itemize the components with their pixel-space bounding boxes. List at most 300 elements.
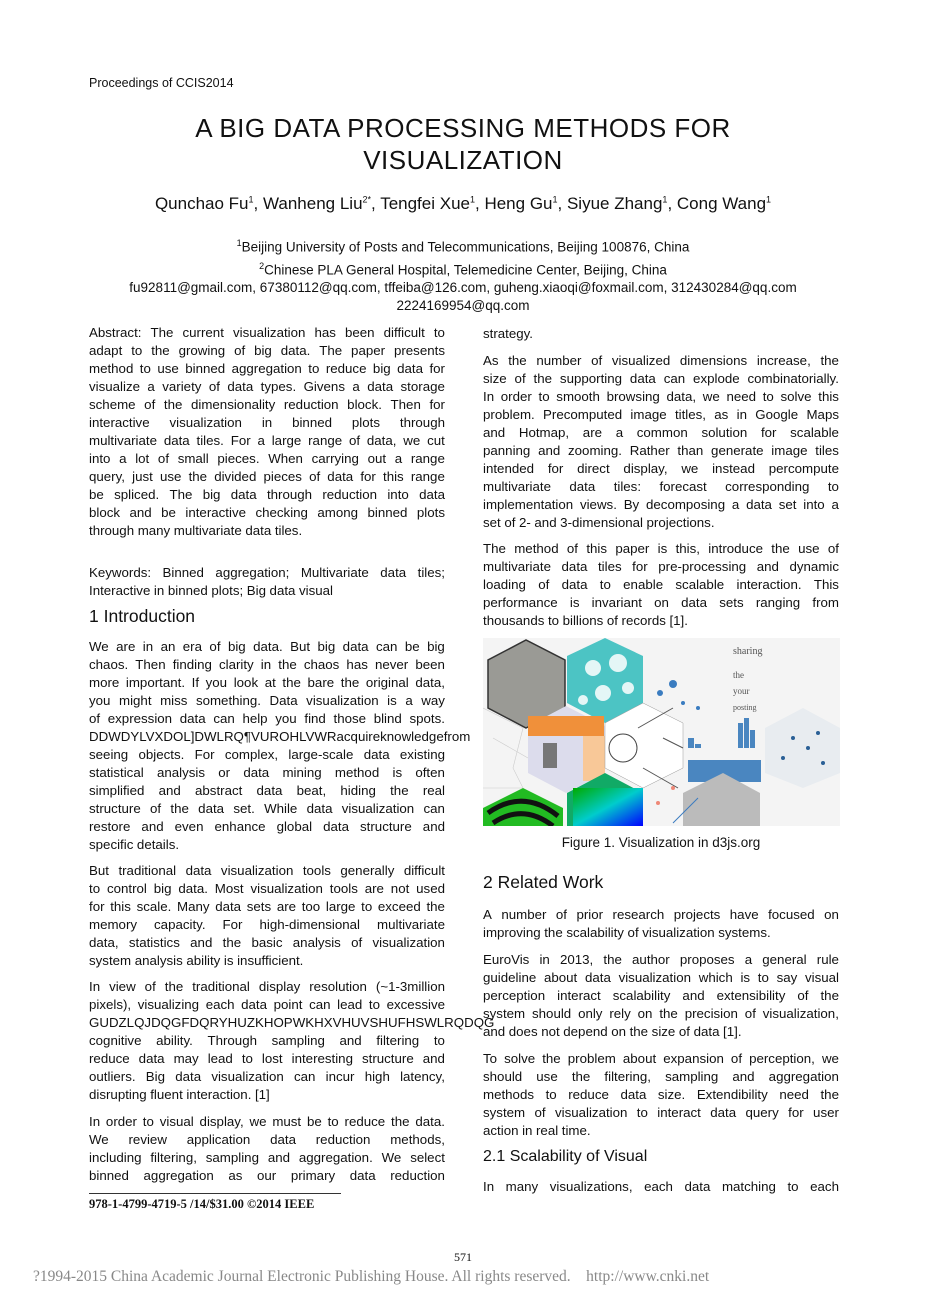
text-line [483, 987, 839, 1005]
word: image [771, 443, 808, 458]
word: big [254, 343, 272, 358]
word: interact [557, 988, 601, 1003]
word: time. [561, 1123, 591, 1138]
word: or [218, 765, 231, 780]
word: use [536, 1069, 558, 1084]
word: data [163, 433, 190, 448]
word: miss [160, 693, 188, 708]
word: Multivariate [300, 565, 369, 580]
word: guideline [483, 970, 537, 985]
word: the [820, 988, 839, 1003]
paragraph [89, 862, 445, 970]
word: range [410, 469, 445, 484]
word: the [222, 935, 242, 950]
word: existing [399, 747, 445, 762]
word: we [403, 433, 421, 448]
word: The [319, 343, 343, 358]
word: the [508, 353, 527, 368]
word: in [260, 657, 272, 672]
word: method [514, 541, 559, 556]
word: solve [780, 389, 812, 404]
text-line [483, 514, 839, 532]
word: the [278, 657, 297, 672]
word: a [257, 433, 265, 448]
word: display, [623, 461, 668, 476]
word: structure [360, 819, 412, 834]
word: focused [768, 907, 815, 922]
word: data [270, 1132, 296, 1147]
text-line [483, 442, 839, 460]
word: size. [657, 1087, 686, 1102]
word: and [538, 443, 561, 458]
paragraph [483, 1178, 839, 1196]
word: sets [246, 899, 272, 914]
word: a [147, 379, 155, 394]
word: SHUFHSWLRQ [369, 1015, 465, 1030]
word: abstract [195, 783, 243, 798]
word: exceed [377, 899, 421, 914]
word: data [175, 1069, 202, 1084]
word: for [760, 425, 777, 440]
word: into [387, 487, 409, 502]
figure-word: your [733, 686, 750, 696]
word: you [275, 711, 297, 726]
word: interactive [185, 505, 246, 520]
author: Wanheng Liu$^{2*}$, [262, 194, 381, 213]
text-line [89, 674, 445, 692]
word: binned [292, 415, 333, 430]
word: Hotmap, [518, 425, 570, 440]
word: prior [576, 907, 604, 922]
word: out [367, 451, 387, 466]
word: 3-dimensional [560, 515, 643, 530]
word: the [164, 979, 184, 994]
word: instead [712, 461, 755, 476]
word: and [141, 819, 164, 834]
word: of [606, 613, 618, 628]
word: data. [253, 639, 283, 654]
word: of [534, 1105, 546, 1120]
word: paper [351, 343, 386, 358]
text-line [483, 1005, 839, 1023]
word: To [483, 1051, 498, 1066]
word: often [415, 765, 445, 780]
word: action [483, 1123, 519, 1138]
word: tools [329, 881, 358, 896]
word: of [209, 639, 221, 654]
word: visualization [232, 325, 306, 340]
word: application [186, 1132, 251, 1147]
word: including [89, 1150, 142, 1165]
word: tiles [597, 559, 622, 574]
word: corresponding [725, 479, 810, 494]
word: perception [483, 988, 546, 1003]
word: lead [337, 997, 363, 1012]
word: WR [314, 729, 337, 744]
word: to [433, 325, 445, 340]
text-line [483, 1104, 839, 1122]
word: enable [623, 577, 664, 592]
word: of [678, 1024, 690, 1039]
word: look [233, 675, 259, 690]
word: expression [107, 711, 173, 726]
word: rule [816, 952, 839, 967]
word: generally [340, 863, 395, 878]
word: to [538, 389, 550, 404]
word: Extendibility [696, 1087, 768, 1102]
author-affiliation-mark: 1 [766, 194, 772, 205]
author-name: Cong Wang [676, 194, 767, 213]
word: in [736, 407, 747, 422]
word: data, [89, 935, 119, 950]
word: of [591, 353, 603, 368]
word: on [824, 907, 839, 922]
word: basic [251, 935, 283, 950]
word: As [483, 353, 499, 368]
word: data, [415, 675, 445, 690]
section-heading: 1 Introduction [89, 606, 196, 626]
word: strategy. [483, 326, 534, 341]
word: you [205, 675, 228, 690]
word: In [483, 389, 495, 404]
word: Big [246, 583, 266, 598]
word: number [536, 353, 582, 368]
word: (~1-3million [375, 979, 445, 994]
word: matching [721, 1179, 776, 1194]
word: of [208, 379, 220, 394]
word: those [333, 711, 367, 726]
word: data. [280, 343, 311, 358]
word: specific [89, 837, 134, 852]
word: visualization [220, 863, 294, 878]
text-line [89, 1113, 445, 1131]
word: of [555, 907, 567, 922]
word: range [410, 451, 445, 466]
text-line [89, 710, 445, 728]
text-line [89, 996, 445, 1014]
text-line [89, 728, 471, 746]
word: sampling [271, 1033, 325, 1048]
word: fluent [150, 1087, 183, 1102]
word: UROH [259, 729, 300, 744]
word: view [109, 979, 136, 994]
word: and [756, 559, 779, 574]
word: for [360, 469, 376, 484]
emails-line-2: 2224169954@qq.com [396, 298, 530, 313]
word: lead [207, 1051, 233, 1066]
word: and [129, 505, 152, 520]
word: can [293, 1069, 316, 1084]
text-line [89, 818, 445, 836]
text-line [89, 800, 445, 818]
word: must [272, 1114, 302, 1129]
word: problem. [483, 407, 535, 422]
word: ability. [156, 1033, 193, 1048]
emails-line-1: fu92811@gmail.com, 67380112@qq.com, tffeiba@126.com, guheng.xiaoqi@foxmail.com, 312430284@qq.com [129, 280, 797, 295]
word: GUDZLQJ [89, 1015, 152, 1030]
word: cognitive [89, 1033, 142, 1048]
word: the [771, 541, 790, 556]
word: ranging [755, 595, 801, 610]
word: reduction [322, 487, 378, 502]
word: binned [367, 505, 408, 520]
word: direct [577, 461, 610, 476]
word: and [158, 783, 181, 798]
word: to [827, 479, 839, 494]
word: to [599, 577, 611, 592]
word: need [779, 1087, 809, 1102]
word: help [242, 711, 268, 726]
paragraph [89, 324, 445, 540]
word: the [571, 1069, 591, 1084]
word: structure [89, 801, 141, 816]
word: RYHUZKHOP [209, 1015, 293, 1030]
word: reduction [283, 397, 339, 412]
text-line [89, 1167, 445, 1185]
word: visualized [611, 353, 671, 368]
word: For [194, 747, 215, 762]
word: pieces. [217, 451, 260, 466]
word: analysis [292, 935, 341, 950]
word: block. [347, 397, 382, 412]
text-line [89, 396, 445, 414]
text-line [483, 370, 839, 388]
word: views. [579, 497, 617, 512]
text-line [483, 325, 839, 343]
word: to [241, 1051, 253, 1066]
word: big [202, 487, 221, 502]
word: of [504, 515, 516, 530]
word: display [258, 979, 301, 994]
word: simplified [89, 783, 145, 798]
word: The [169, 487, 193, 502]
text-line [483, 424, 839, 442]
word: invariant [591, 595, 642, 610]
word: point [273, 997, 303, 1012]
word: this [383, 469, 404, 484]
section-heading: 2.1 Scalability of Visual [483, 1148, 648, 1165]
word: multivariate [173, 523, 242, 538]
word: data [710, 1105, 737, 1120]
word: might [119, 693, 152, 708]
word: data [367, 379, 394, 394]
paragraph [89, 638, 471, 854]
word: the [542, 1051, 561, 1066]
word: are [582, 425, 603, 440]
word: paper [615, 541, 650, 556]
text-line [89, 1032, 445, 1050]
author: Siyue Zhang$^1$, [566, 194, 677, 213]
word: Precomputed [543, 407, 623, 422]
word: even [174, 819, 204, 834]
word: enhance [214, 819, 266, 834]
word: data, [366, 433, 397, 448]
word: each [810, 1179, 839, 1194]
word: growing [178, 343, 226, 358]
word: for [429, 397, 445, 412]
text-line [89, 378, 445, 396]
figure-word: the [733, 670, 744, 680]
affiliation-text: Beijing University of Posts and Telecommunications, Beijing 100876, China [241, 239, 690, 255]
word: and [190, 935, 213, 950]
word: Most [214, 881, 244, 896]
word: this [818, 389, 839, 404]
word: data [419, 487, 445, 502]
affiliations [0, 234, 926, 315]
word: data [349, 1168, 376, 1183]
paragraph [89, 564, 445, 600]
word: projects [673, 907, 721, 922]
word: data [227, 379, 254, 394]
word: current [182, 325, 224, 340]
word: to [139, 361, 151, 376]
word: aggregation. [298, 1150, 373, 1165]
word: for [429, 361, 445, 376]
word: a [405, 693, 413, 708]
text-line [89, 746, 445, 764]
word: been [415, 657, 445, 672]
word: chaos [303, 657, 340, 672]
word: range [308, 433, 343, 448]
word: XVHUV [323, 1015, 370, 1030]
word: the [188, 469, 208, 484]
word: structure [361, 1051, 414, 1066]
word: tiles. [196, 433, 224, 448]
text-line [483, 576, 839, 594]
word: display, [199, 1114, 244, 1129]
word: data [397, 361, 423, 376]
word: While [264, 801, 298, 816]
word: introduce [708, 541, 763, 556]
word: interactive [89, 415, 150, 430]
word: tiles: [613, 479, 642, 494]
word: percompute [768, 461, 839, 476]
word: This [813, 577, 839, 592]
word: thousands [483, 613, 545, 628]
word: data [323, 819, 349, 834]
text-line [483, 1178, 839, 1196]
word: records [621, 613, 666, 628]
word: perception, [749, 1051, 815, 1066]
word: data. [415, 1114, 445, 1129]
word: data [584, 970, 611, 985]
word: use [159, 469, 182, 484]
word: in [261, 415, 273, 430]
word: sets [719, 595, 744, 610]
word: multivariate [483, 559, 551, 574]
word: analysis [134, 953, 183, 968]
word: data, [666, 389, 697, 404]
word: set [483, 515, 501, 530]
word: statistics [128, 935, 180, 950]
word: the [391, 1114, 410, 1129]
word: filtering [376, 1033, 420, 1048]
word: scalable [790, 425, 839, 440]
text-line [483, 478, 839, 496]
text-line [483, 496, 839, 514]
word: Google [755, 407, 799, 422]
word: plots; [211, 583, 244, 598]
word: analysis [156, 765, 205, 780]
word: for [788, 1105, 804, 1120]
word: scalability [612, 988, 671, 1003]
paragraph [89, 1113, 445, 1185]
author-name: Tengfei Xue [380, 194, 470, 213]
word: a [744, 952, 753, 967]
text-line [89, 324, 445, 342]
word: at [264, 675, 276, 690]
word: difficult [403, 863, 445, 878]
word: bare [307, 675, 335, 690]
affiliation-text: Chinese PLA General Hospital, Telemedicine Center, Beijing, China [264, 262, 667, 277]
word: the [170, 801, 189, 816]
section-heading: 2 Related Work [483, 872, 604, 892]
word: multivariate [483, 479, 551, 494]
word: big [317, 639, 336, 654]
word: supporting [559, 371, 623, 386]
word: chaos. [89, 657, 129, 672]
word: size [651, 1024, 676, 1039]
word: difficult [383, 325, 425, 340]
paragraph [483, 540, 839, 630]
paragraph [483, 325, 839, 343]
word: traditional [118, 863, 177, 878]
word: data [629, 371, 656, 386]
word: may [173, 1051, 199, 1066]
word: lot [135, 451, 150, 466]
word: increase, [756, 353, 811, 368]
word: from [443, 729, 471, 744]
paragraph [483, 1050, 839, 1140]
word: in [153, 583, 165, 598]
word: By [623, 497, 640, 512]
word: the [390, 783, 409, 798]
word: to [762, 389, 774, 404]
word: incur [325, 1069, 355, 1084]
word: user [813, 1105, 839, 1120]
word: many [505, 1179, 539, 1194]
word: solution [701, 425, 748, 440]
word: about [543, 970, 578, 985]
word: precision [684, 1006, 738, 1021]
word: methods, [390, 1132, 445, 1147]
word: interaction. [736, 577, 802, 592]
word: FDQ [181, 1015, 210, 1030]
word: data [198, 801, 225, 816]
word: more [89, 675, 120, 690]
text-line [89, 360, 445, 378]
text-line [483, 924, 839, 942]
word: as [714, 407, 729, 422]
word: data [561, 559, 588, 574]
word: a [731, 497, 740, 512]
word: through [89, 523, 135, 538]
word: objects. [138, 747, 185, 762]
word: data [243, 765, 270, 780]
word: data [185, 863, 212, 878]
word: for [89, 899, 105, 914]
title-line-1: A BIG DATA PROCESSING METHODS FOR [195, 113, 731, 143]
word: If [191, 675, 200, 690]
word: The [150, 325, 174, 340]
word: zooming. [568, 443, 622, 458]
word: proposes [679, 952, 735, 967]
text-line [483, 594, 839, 612]
text-line [89, 916, 445, 934]
word: and [267, 1150, 290, 1165]
word: [1] [254, 1087, 270, 1102]
word: order [500, 389, 532, 404]
